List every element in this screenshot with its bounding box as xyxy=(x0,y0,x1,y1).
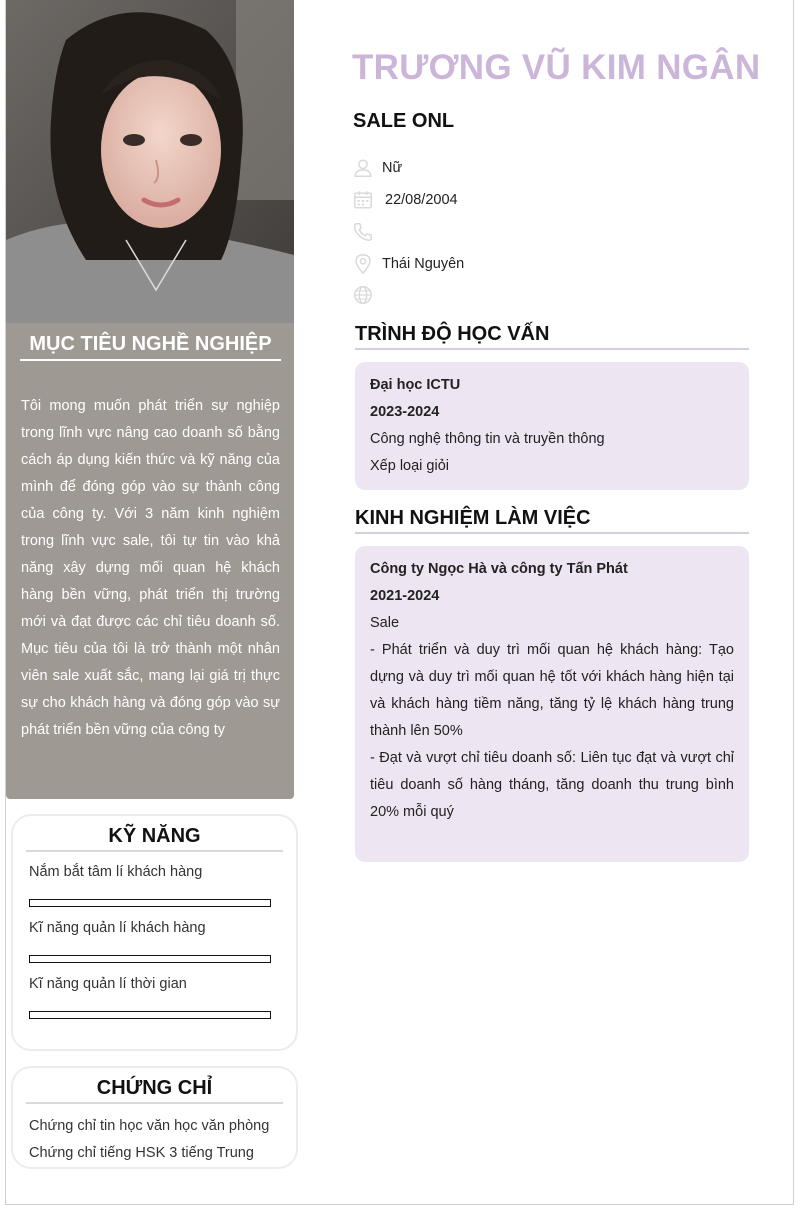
candidate-name: TRƯƠNG VŨ KIM NGÂN xyxy=(352,48,761,87)
experience-position: Sale xyxy=(370,615,400,631)
location-pin-icon xyxy=(352,253,374,275)
certificates-title: CHỨNG CHỈ xyxy=(26,1068,283,1104)
user-icon xyxy=(352,157,374,179)
birthdate-row xyxy=(352,188,458,212)
certificate-item: Chứng chỉ tin học văn học văn phòng xyxy=(29,1118,270,1134)
skill-label: Nắm bắt tâm lí khách hàng xyxy=(29,864,203,880)
globe-icon xyxy=(352,284,374,306)
address-row xyxy=(352,252,464,276)
experience-card xyxy=(355,546,749,862)
skill-label: Kĩ năng quản lí khách hàng xyxy=(29,920,206,936)
skill-label: Kĩ năng quản lí thời gian xyxy=(29,976,187,992)
skills-panel xyxy=(11,814,298,1051)
education-title: TRÌNH ĐỘ HỌC VẤN xyxy=(355,323,749,350)
education-card xyxy=(355,362,749,490)
experience-company: Công ty Ngọc Hà và công ty Tấn Phát xyxy=(370,561,628,577)
career-objective-panel xyxy=(6,323,294,799)
skill-bar xyxy=(29,1011,271,1019)
birthdate-value: 22/08/2004 xyxy=(385,192,458,208)
certificates-panel xyxy=(11,1066,298,1169)
gender-row xyxy=(352,156,402,180)
skill-bar xyxy=(29,899,271,907)
education-period: 2023-2024 xyxy=(370,404,440,420)
experience-description: - Đạt và vượt chỉ tiêu doanh số: Liên tục đạt và vượt chỉ tiêu doanh số hàng tháng, tăng doanh thu trung bình 20% mỗi quý xyxy=(370,750,734,820)
career-objective-title: MỤC TIÊU NGHỀ NGHIỆP xyxy=(20,333,281,361)
experience-period: 2021-2024 xyxy=(370,588,440,604)
phone-row xyxy=(352,220,382,244)
skills-title: KỸ NĂNG xyxy=(26,816,283,852)
certificate-item: Chứng chỉ tiếng HSK 3 tiếng Trung xyxy=(29,1145,254,1161)
experience-description: - Phát triển và duy trì mối quan hệ khách hàng: Tạo dựng và duy trì mối quan hệ tốt với khách hàng hiện tại và khách hàng tiềm năng, tăng tỷ lệ khách hàng trung thành lên 50% xyxy=(370,642,734,739)
gender-value: Nữ xyxy=(382,160,403,176)
experience-title: KINH NGHIỆM LÀM VIỆC xyxy=(355,507,749,534)
job-title: SALE ONL xyxy=(353,110,455,132)
education-school: Đại học ICTU xyxy=(370,377,461,393)
calendar-icon xyxy=(352,189,374,211)
skill-bar xyxy=(29,955,271,963)
phone-icon xyxy=(352,221,374,243)
career-objective-text: Tôi mong muốn phát triển sự nghiệp trong lĩnh vực nâng cao doanh số bằng cách áp dụng kiến thức và kỹ năng của mình để đóng góp vào sự thành công của công ty. Với 3 năm kinh nghiệm trong lĩnh vực sale, tôi tự tin vào khả năng xây dựng mối quan hệ khách hàng bền vững, phát triển thị trường mới và đạt được các chỉ tiêu doanh số. Mục tiêu của tôi là trở thành một nhân viên sale xuất sắc, mang lại giá trị thực sự cho khách hàng và đóng góp vào sự phát triển bền vững của công ty xyxy=(21,398,280,738)
education-major: Công nghệ thông tin và truyền thông xyxy=(370,431,605,447)
address-value: Thái Nguyên xyxy=(382,256,465,272)
profile-photo xyxy=(6,0,294,323)
education-grade: Xếp loại giỏi xyxy=(370,458,449,474)
website-row xyxy=(352,283,382,307)
